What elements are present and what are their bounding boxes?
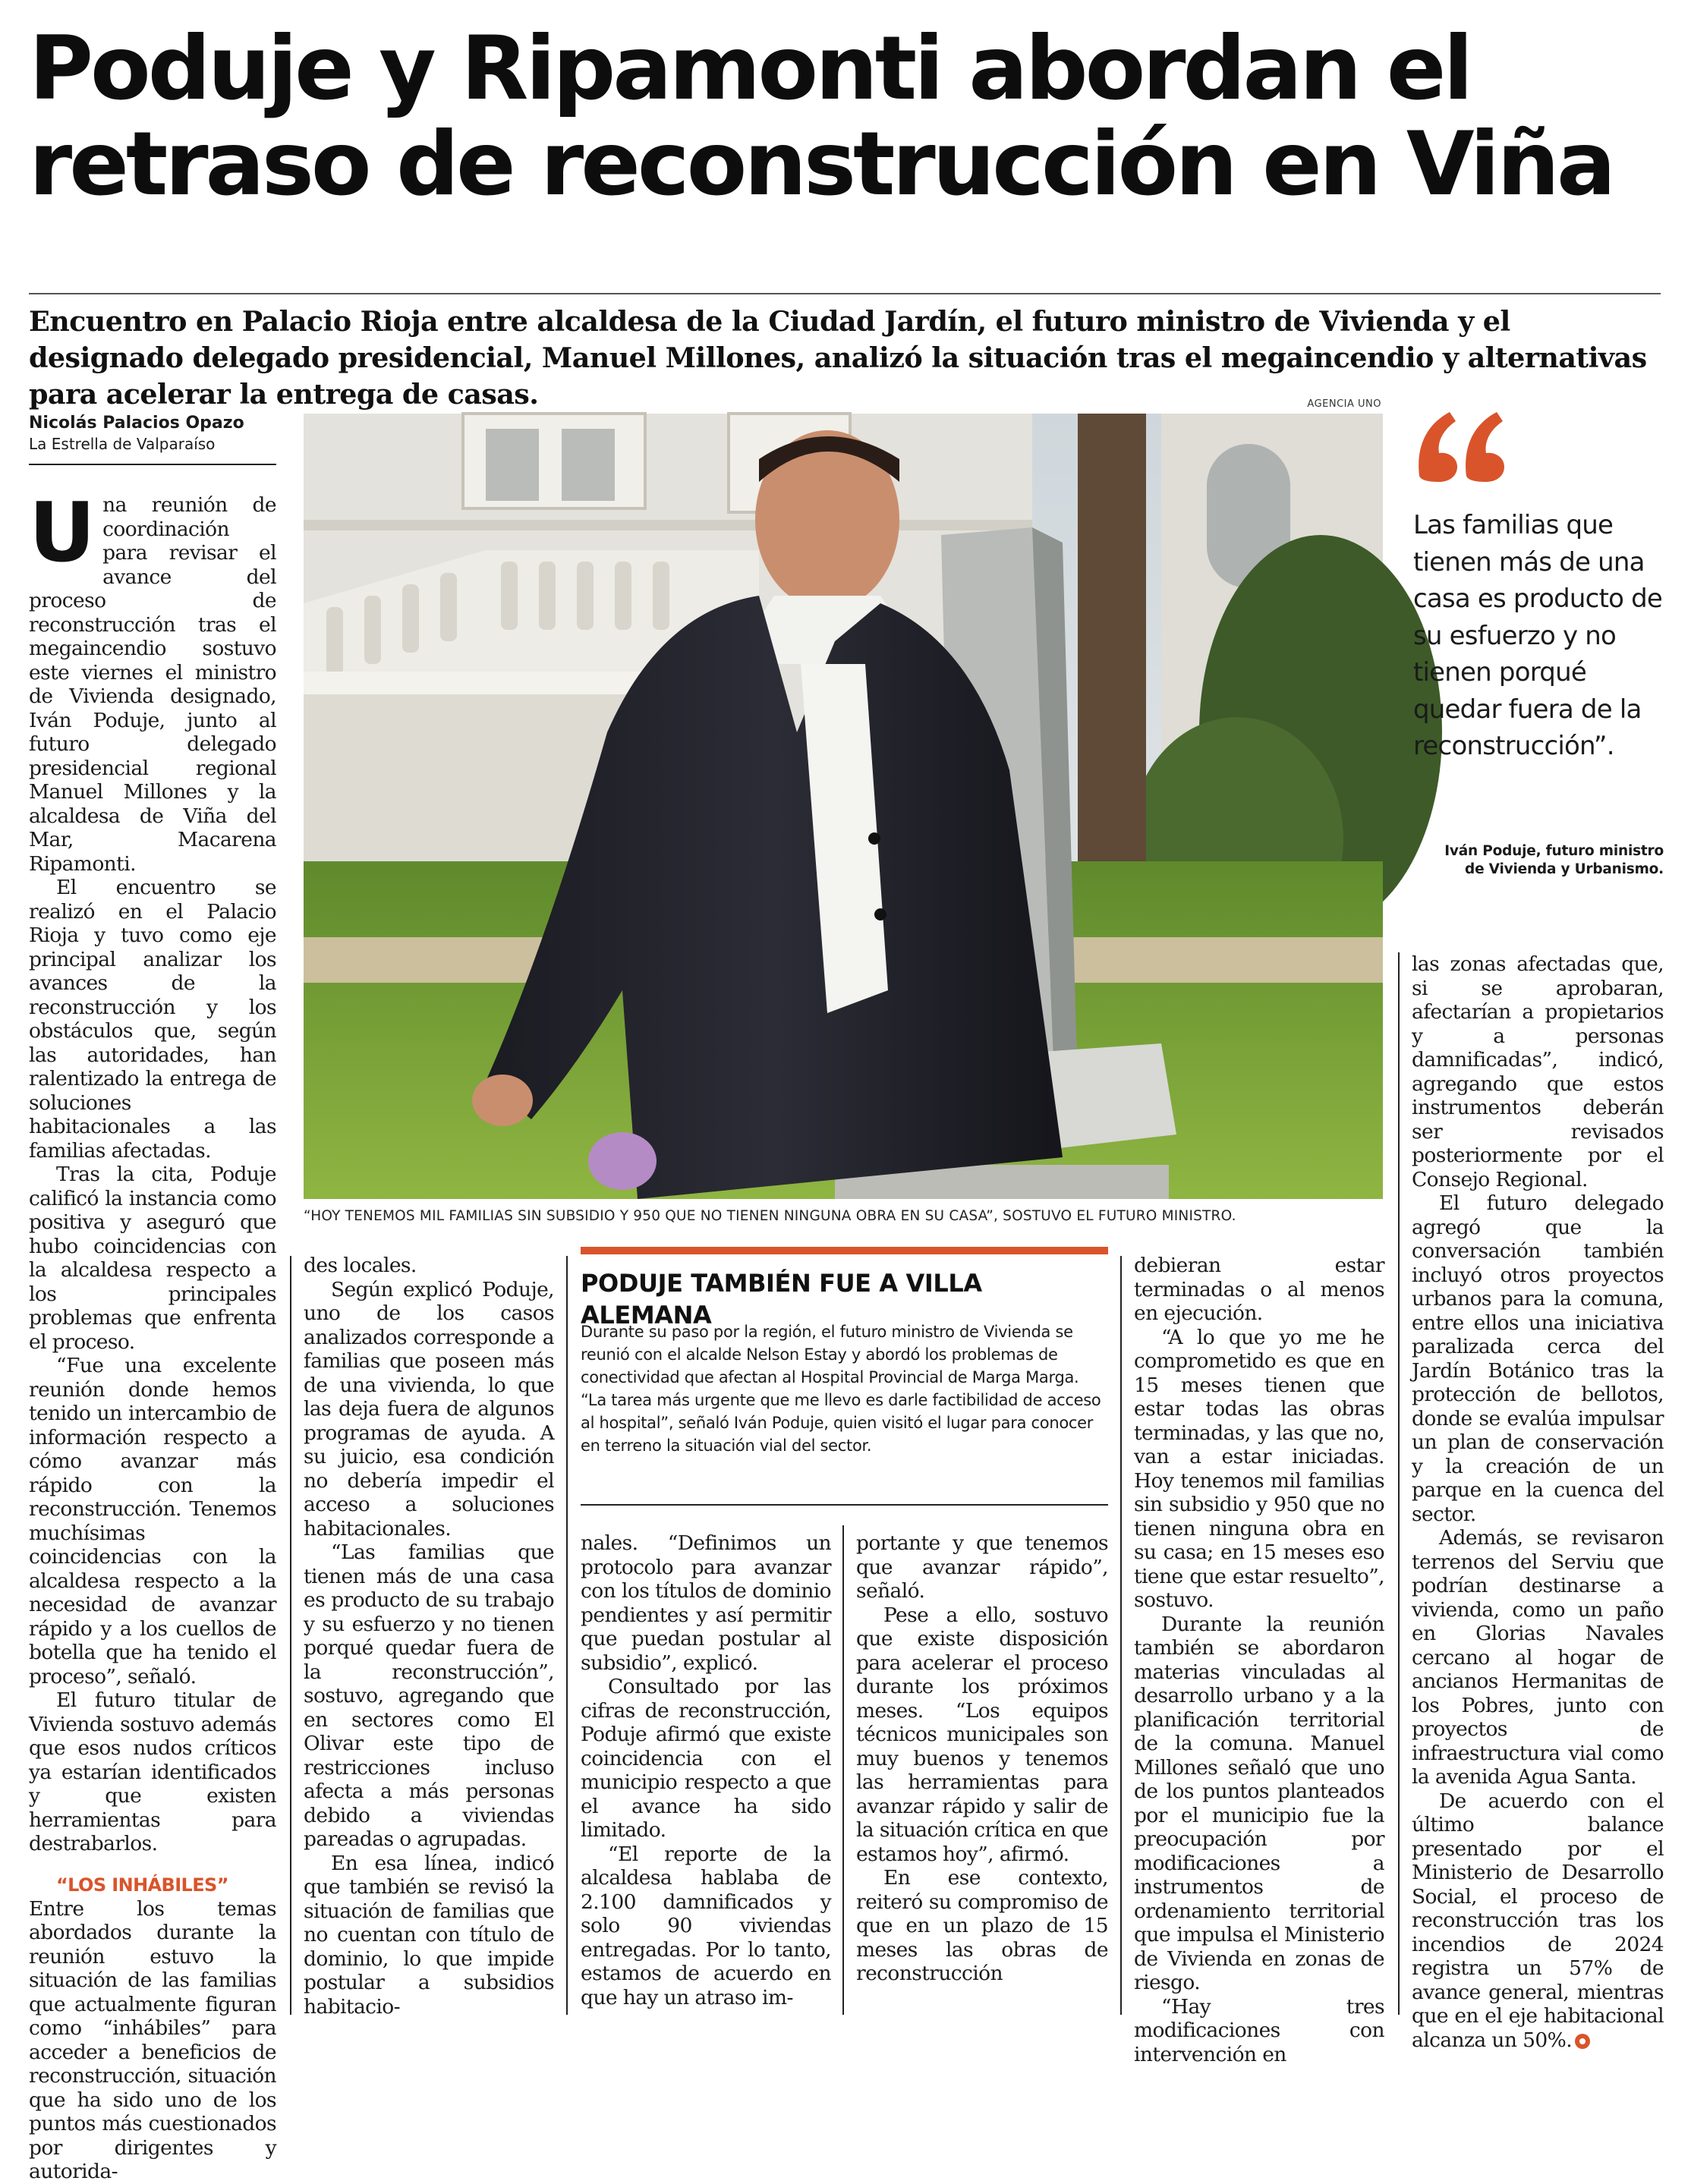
- sidebar-accent-bar: [581, 1247, 1108, 1254]
- section-subhead: “LOS INHÁBILES”: [56, 1874, 228, 1896]
- body-paragraph: las zonas afectadas que, si se aprobaran, afectarían a propietarios y a personas damnificadas”, indicó, agregando que estos instrumentos deberán ser revisados posteriormente por el Consejo Regional.: [1412, 952, 1664, 1191]
- paragraph-text: na reunión de coordinación para revisar el avance del proceso de reconstrucción tras el megaincendio sostuvo este viernes el ministro de Vivienda designado, Iván Poduje, junto al futuro delegado presidencial regional Manuel Millones y la alcaldesa de Viña del Mar, Macarena Ripamonti.: [29, 493, 276, 876]
- body-paragraph: En esa línea, indicó que también se revisó la situación de familias que no cuentan con título de dominio, lo que impide postular a subsidios habitacio-: [304, 1851, 554, 2019]
- byline: [29, 413, 276, 454]
- dek-summary: Encuentro en Palacio Rioja entre alcaldesa de la Ciudad Jardín, el futuro ministro de Vivienda y el designado delegado presidencial, Manuel Millones, analizó la situación tras el megaincendio y alternativas para acelerar la entrega de casas.: [29, 305, 1647, 411]
- body-paragraph: “Las familias que tienen más de una casa es producto de su trabajo y su esfuerzo y no tienen porqué quedar fuera de la reconstrucción”, sostuvo, agregando que en sectores como El Olivar este tipo de restricciones incluso afecta a más personas debido a viviendas pareadas o agrupadas.: [304, 1540, 554, 1851]
- byline-rule: [29, 464, 276, 465]
- body-paragraph: Pese a ello, sostuvo que existe disposición para acelerar el proceso durante los próximos meses. “Los equipos técnicos municipales son muy buenos y tenemos las herramientas para avanzar rápido y salir de la situación crítica en que estamos hoy”, afirmó.: [856, 1603, 1108, 1866]
- headline-line-2: retraso de reconstrucción en Viña: [29, 113, 1614, 216]
- body-paragraph: El futuro titular de Vivienda sostuvo además que esos nudos críticos ya estarían identificados y que existen herramientas para destrabarlos.: [29, 1688, 276, 1855]
- body-column-6: [1412, 952, 1664, 2052]
- body-paragraph: En ese contexto, reiteró su compromiso de que en un plazo de 15 meses las obras de reconstrucción: [856, 1866, 1108, 1985]
- body-paragraph: El futuro delegado agregó que la conversación también incluyó otros proyectos urbanos para la comuna, entre ellos una iniciativa paralizada cerca del Jardín Botánico tras la protección de bellotos, donde se evalúa impulsar un plan de conservación y la creación de un parque en la cuenca del sector.: [1412, 1191, 1664, 1526]
- body-paragraph: Además, se revisaron terrenos del Serviu que podrían destinarse a vivienda, como un paño en Glorias Navales cercano al hogar de ancianos Hermanitas de los Pobres, junto con proyectos de infraestructura vial como la avenida Agua Santa.: [1412, 1526, 1664, 1789]
- body-paragraph: Según explicó Poduje, uno de los casos analizados corresponde a familias que poseen más de una vivienda, lo que las deja fuera de algunos programas de ayuda. A su juicio, esa condición no debería impedir el acceso a soluciones habitacionales.: [304, 1277, 554, 1540]
- column-divider: [290, 1256, 291, 2015]
- body-paragraph: “El reporte de la alcaldesa hablaba de 2.100 damnificados y solo 90 viviendas entregadas. Por lo tanto, estamos de acuerdo en que hay un atraso im-: [581, 1842, 831, 2009]
- body-column-5: [1134, 1254, 1384, 2066]
- body-paragraph: [1412, 1789, 1664, 2053]
- body-paragraph: Durante la reunión también se abordaron materias vinculadas al desarrollo urbano y a la planificación territorial de la comuna. Manuel Millones señaló que uno de los puntos planteados por el municipio fue la preocupación por modificaciones a instrumentos de ordenamiento territorial que impulsa el Ministerio de Vivienda en zonas de riesgo.: [1134, 1612, 1384, 1994]
- body-paragraph: nales. “Definimos un protocolo para avanzar con los títulos de dominio pendientes y así permitir que puedan postular al subsidio”, explicó.: [581, 1531, 831, 1675]
- end-of-article-icon: [1575, 2034, 1590, 2049]
- dropcap: U: [29, 486, 96, 581]
- column-divider: [1398, 952, 1400, 2015]
- pull-quote-attribution: [1413, 842, 1664, 879]
- body-column-4: [856, 1531, 1108, 1986]
- body-paragraph: [29, 486, 276, 876]
- photo-caption: “HOY TENEMOS MIL FAMILIAS SIN SUBSIDIO Y 950 QUE NO TIENEN NINGUNA OBRA EN SU CASA”, SOSTUVO EL FUTURO MINISTRO.: [304, 1208, 1236, 1224]
- body-paragraph: portante y que tenemos que avanzar rápido”, señaló.: [856, 1531, 1108, 1603]
- body-paragraph: Tras la cita, Poduje calificó la instancia como positiva y aseguró que hubo coincidencias con la alcaldesa respecto a los principales problemas que enfrenta el proceso.: [29, 1163, 276, 1354]
- body-column-2: [304, 1254, 554, 2019]
- attribution-line-1: Iván Poduje, futuro ministro: [1444, 843, 1664, 859]
- byline-author: Nicolás Palacios Opazo: [29, 414, 244, 433]
- pull-quote: Las familias que tienen más de una casa es producto de su esfuerzo y no tienen porqué quedar fuera de la reconstrucción”.: [1413, 510, 1663, 761]
- byline-outlet: La Estrella de Valparaíso: [29, 435, 216, 453]
- sidebar-title: PODUJE TAMBIÉN FUE A VILLA ALEMANA: [581, 1269, 982, 1330]
- column-divider: [1120, 1256, 1122, 2015]
- body-paragraph: Entre los temas abordados durante la reunión estuvo la situación de las familias que actualmente figuran como “inhábiles” para acceder a beneficios de reconstrucción, situación que ha sido uno de los puntos más cuestionados por dirigentes y autorida-: [29, 1896, 276, 2183]
- sidebar-body: Durante su paso por la región, el futuro ministro de Vivienda se reunió con el alcalde Nelson Estay y abordó los problemas de conectividad que afectan al Hospital Provincial de Marga Marga. “La tarea más urgente que me llevo es darle factibilidad de acceso al hospital”, señaló Iván Poduje, quien visitó el lugar para conocer en terreno la situación vial del sector.: [581, 1323, 1101, 1455]
- body-column-1: [29, 486, 276, 2184]
- column-divider: [842, 1525, 844, 2015]
- headline-rule: [29, 293, 1661, 294]
- column-divider: [566, 1256, 568, 2015]
- paragraph-text: De acuerdo con el último balance presentado por el Ministerio de Desarrollo Social, el proceso de reconstrucción tras los incendios de 2024 registra un 57% de avance general, mientras que en el eje habitacional alcanza un 50%.: [1412, 1789, 1664, 2052]
- attribution-line-2: de Vivienda y Urbanismo.: [1465, 861, 1664, 877]
- sidebar-bottom-rule: [581, 1504, 1108, 1506]
- quote-mark-icon: [1413, 391, 1512, 482]
- photo-credit: AGENCIA UNO: [1307, 398, 1381, 410]
- headline: [29, 17, 1668, 216]
- body-paragraph: des locales.: [304, 1254, 417, 1277]
- article-photo: [304, 414, 1383, 1199]
- headline-line-1: Poduje y Ripamonti abordan el: [29, 17, 1471, 120]
- body-paragraph: debieran estar terminadas o al menos en ejecución.: [1134, 1254, 1384, 1325]
- body-paragraph: “Hay tres modificaciones con intervención en: [1134, 1994, 1384, 2066]
- body-paragraph: “Fue una excelente reunión donde hemos tenido un intercambio de información respecto a cómo avanzar más rápido con la reconstrucción. Tenemos muchísimas coincidencias con la alcaldesa respecto a la necesidad de avanzar rápido y a los cuellos de botella que ha tenido el proceso”, señaló.: [29, 1354, 276, 1688]
- body-column-3: [581, 1531, 831, 2009]
- body-paragraph: El encuentro se realizó en el Palacio Rioja y tuvo como eje principal analizar los avances de la reconstrucción y los obstáculos que, según las autoridades, han ralentizado la entrega de soluciones habitacionales a las familias afectadas.: [29, 876, 276, 1163]
- body-paragraph: “A lo que yo me he comprometido es que en 15 meses tienen que estar todas las obras terminadas, y las que no, van a estar iniciadas. Hoy tenemos mil familias sin subsidio y 950 que no tienen ninguna obra en su casa; en 15 meses eso tiene que estar resuelto”, sostuvo.: [1134, 1325, 1384, 1612]
- body-paragraph: Consultado por las cifras de reconstrucción, Poduje afirmó que existe coincidencia con el municipio respecto a que el avance ha sido limitado.: [581, 1675, 831, 1842]
